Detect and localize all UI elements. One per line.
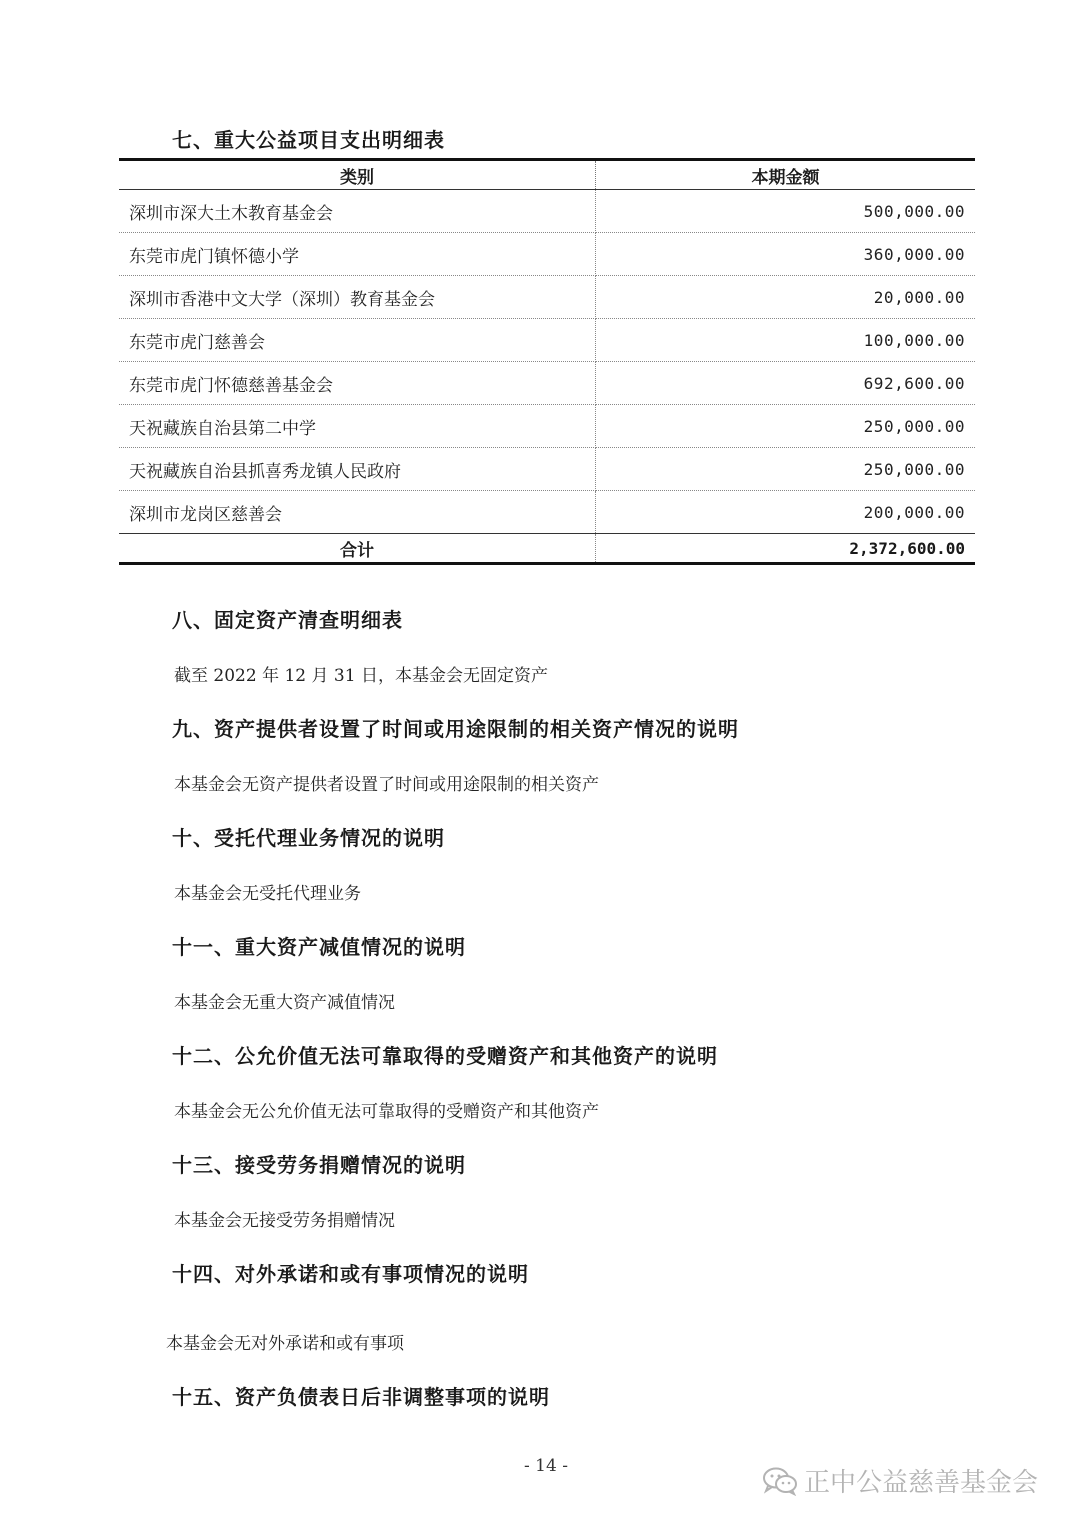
section-14-title: 十四、对外承诺和或有事项情况的说明 bbox=[172, 1262, 529, 1286]
header-category: 类别 bbox=[119, 160, 596, 190]
section-12-title: 十二、公允价值无法可靠取得的受赠资产和其他资产的说明 bbox=[172, 1044, 718, 1068]
wechat-icon bbox=[762, 1466, 798, 1496]
row-category: 东莞市虎门镇怀德小学 bbox=[119, 233, 596, 276]
section-8-body: 截至 2022 年 12 月 31 日，本基金会无固定资产 bbox=[174, 666, 548, 686]
row-amount: 250,000.00 bbox=[596, 448, 976, 491]
section-7-title: 七、重大公益项目支出明细表 bbox=[172, 128, 445, 152]
row-category: 天祝藏族自治县第二中学 bbox=[119, 405, 596, 448]
total-label: 合计 bbox=[119, 534, 596, 564]
section-10-title: 十、受托代理业务情况的说明 bbox=[172, 826, 445, 850]
row-amount: 250,000.00 bbox=[596, 405, 976, 448]
total-amount: 2,372,600.00 bbox=[596, 534, 976, 564]
row-category: 天祝藏族自治县抓喜秀龙镇人民政府 bbox=[119, 448, 596, 491]
section-11-body: 本基金会无重大资产减值情况 bbox=[174, 993, 395, 1013]
table-total-row bbox=[119, 534, 975, 564]
section-13-title: 十三、接受劳务捐赠情况的说明 bbox=[172, 1153, 466, 1177]
table-row bbox=[119, 319, 975, 362]
row-category: 东莞市虎门怀德慈善基金会 bbox=[119, 362, 596, 405]
row-category: 东莞市虎门慈善会 bbox=[119, 319, 596, 362]
row-amount: 100,000.00 bbox=[596, 319, 976, 362]
row-amount: 20,000.00 bbox=[596, 276, 976, 319]
table-row bbox=[119, 362, 975, 405]
row-category: 深圳市龙岗区慈善会 bbox=[119, 491, 596, 534]
section-14-body: 本基金会无对外承诺和或有事项 bbox=[166, 1334, 404, 1354]
section-12-body: 本基金会无公允价值无法可靠取得的受赠资产和其他资产 bbox=[174, 1102, 599, 1122]
section-15-title: 十五、资产负债表日后非调整事项的说明 bbox=[172, 1385, 550, 1409]
table-row bbox=[119, 276, 975, 319]
header-amount: 本期金额 bbox=[596, 160, 976, 190]
row-category: 深圳市深大土木教育基金会 bbox=[119, 190, 596, 233]
page-number: - 14 - bbox=[524, 1456, 568, 1476]
row-amount: 692,600.00 bbox=[596, 362, 976, 405]
section-10-body: 本基金会无受托代理业务 bbox=[174, 884, 361, 904]
row-amount: 360,000.00 bbox=[596, 233, 976, 276]
table-row bbox=[119, 491, 975, 534]
section-9-title: 九、资产提供者设置了时间或用途限制的相关资产情况的说明 bbox=[172, 717, 739, 741]
watermark-text: 正中公益慈善基金会 bbox=[804, 1468, 1039, 1498]
table-row bbox=[119, 405, 975, 448]
row-amount: 200,000.00 bbox=[596, 491, 976, 534]
major-project-expense-table bbox=[119, 158, 975, 565]
section-11-title: 十一、重大资产减值情况的说明 bbox=[172, 935, 466, 959]
table-header-row bbox=[119, 160, 975, 190]
section-9-body: 本基金会无资产提供者设置了时间或用途限制的相关资产 bbox=[174, 775, 599, 795]
section-13-body: 本基金会无接受劳务捐赠情况 bbox=[174, 1211, 395, 1231]
table-row bbox=[119, 448, 975, 491]
section-8-title: 八、固定资产清查明细表 bbox=[172, 608, 403, 632]
row-category: 深圳市香港中文大学（深圳）教育基金会 bbox=[119, 276, 596, 319]
watermark bbox=[762, 1462, 1038, 1499]
row-amount: 500,000.00 bbox=[596, 190, 976, 233]
table-row bbox=[119, 190, 975, 233]
table-row bbox=[119, 233, 975, 276]
